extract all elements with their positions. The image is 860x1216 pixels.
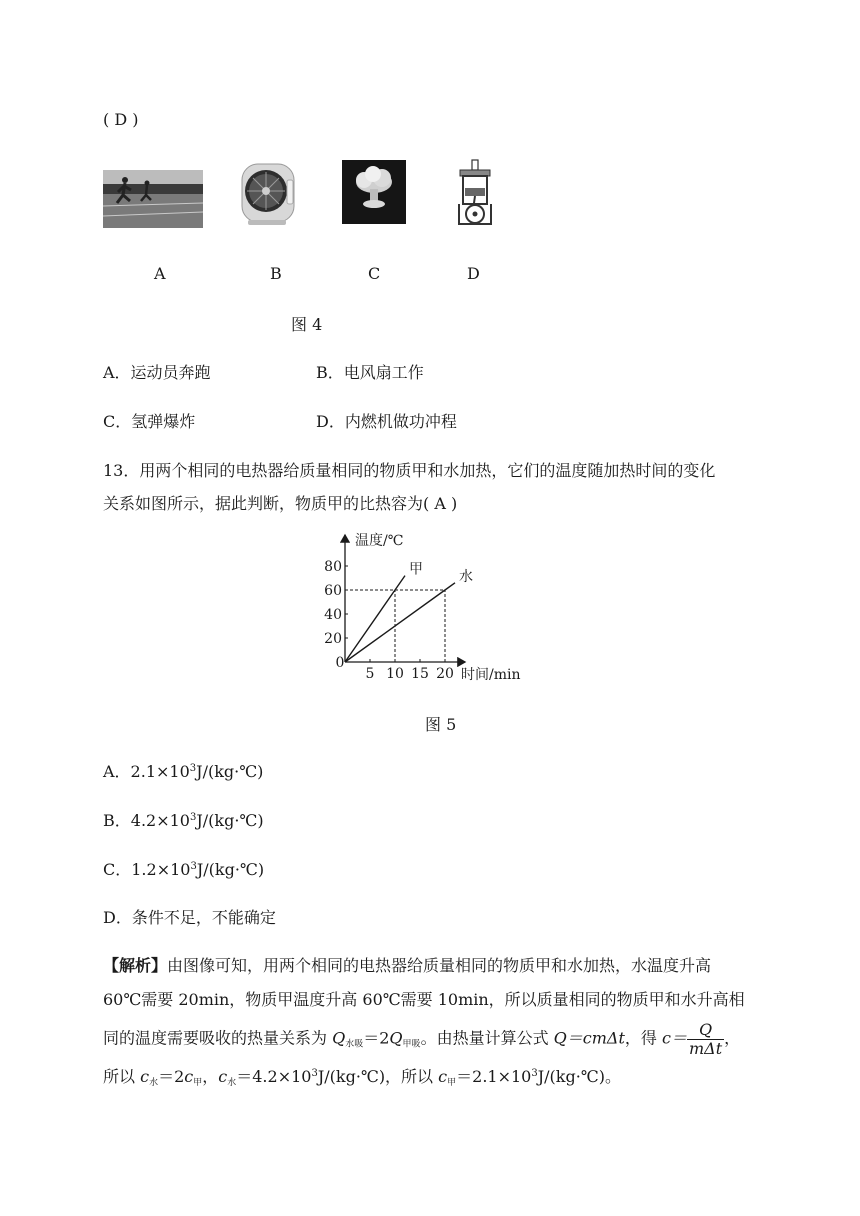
- engine-cylinder-diagram: [455, 158, 495, 226]
- analysis-line-3: 同的温度需要吸收的热量关系为 $Q_{水吸}=2Q_{甲吸}$。由热量计算公式 Q＝cmΔt，得 c＝ $\frac{Q}{\text{mΔt}}$ ，: [103, 1020, 741, 1058]
- q13-stem-line-2: 关系如图所示，据此判断，物质甲的比热容为( A ): [103, 494, 458, 513]
- image-label-a: A: [154, 264, 166, 283]
- figure-4-caption: 图 4: [291, 315, 323, 334]
- q12-option-d: D．内燃机做功冲程: [316, 412, 457, 431]
- series-label-jia: 甲: [409, 561, 423, 578]
- analysis-line-1: 【解析】由图像可知，用两个相同的电热器给质量相同的物质甲和水加热，水温度升高: [103, 956, 712, 975]
- image-label-b: B: [270, 264, 282, 283]
- runner-photo: [103, 170, 203, 228]
- q12-option-b: B．电风扇工作: [316, 363, 424, 382]
- series-label-water: 水: [459, 568, 473, 585]
- y-tick-label: 20: [324, 631, 342, 647]
- x-tick-label: 15: [411, 666, 429, 682]
- fraction-q-over-m-delta-t: $\frac{Q}{\text{mΔt}}$: [688, 1020, 723, 1058]
- q13-option-a: A．$2.1\times 10^3J/(kg\cdot℃)$: [103, 762, 264, 781]
- explosion-photo: [342, 160, 406, 224]
- q13-option-c: C．$1.2\times 10^3J/(kg\cdot℃)$: [103, 860, 265, 879]
- x-tick-label: 5: [365, 666, 375, 682]
- series-line-water: [345, 583, 455, 662]
- q13-option-d: D．条件不足，不能确定: [103, 908, 276, 927]
- analysis-line-4: 所以 $c_水=2c_甲$，$c_水=4.2\times 10^3J/(kg\cdot℃)$，所以 $c_甲=2.1\times 10^3J/(kg\cdot℃)$。: [103, 1067, 621, 1088]
- q12-option-a: A．运动员奔跑: [103, 363, 211, 382]
- electric-fan-photo: [238, 160, 298, 226]
- analysis-tag: 【解析】: [103, 956, 168, 975]
- y-tick-label: 80: [324, 559, 342, 575]
- x-tick-label: 20: [436, 666, 454, 682]
- q13-option-b: B．$4.2\times 10^3J/(kg\cdot℃)$: [103, 811, 264, 830]
- image-label-c: C: [368, 264, 381, 283]
- figure-5-caption: 图 5: [425, 715, 457, 734]
- origin-label: 0: [335, 655, 345, 671]
- y-tick-label: 60: [324, 583, 342, 599]
- x-axis-label: 时间/min: [461, 667, 521, 683]
- analysis-line-2: 60℃需要 20min，物质甲温度升高 60℃需要 10min，所以质量相同的物质甲和水升高相: [103, 990, 745, 1009]
- y-tick-label: 40: [324, 607, 342, 623]
- q12-answer-line: ( D ): [103, 110, 139, 129]
- series-line-jia: [345, 576, 405, 662]
- image-label-d: D: [467, 264, 480, 283]
- temperature-time-chart: [324, 525, 530, 690]
- q12-option-c: C．氢弹爆炸: [103, 412, 196, 431]
- q13-stem-line-1: 13．用两个相同的电热器给质量相同的物质甲和水加热，它们的温度随加热时间的变化: [103, 461, 716, 480]
- y-axis-label: 温度/℃: [355, 533, 404, 549]
- x-tick-label: 10: [386, 666, 404, 682]
